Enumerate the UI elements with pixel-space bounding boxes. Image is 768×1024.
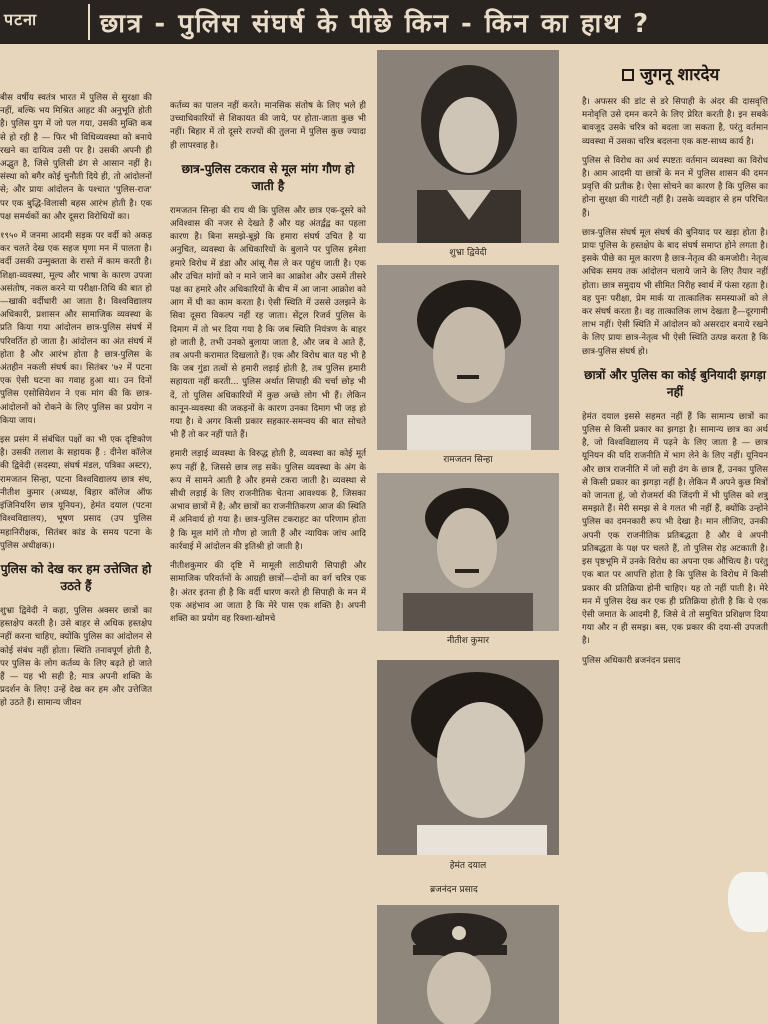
headline-banner — [0, 0, 768, 44]
portrait-photo-4 — [377, 660, 559, 855]
article-column-1 — [0, 92, 152, 1024]
author-name: जुगनू शारदेय — [640, 65, 720, 85]
photo-caption-1: शुभ्रा द्विवेदी — [449, 248, 487, 258]
paper-sticker — [728, 872, 768, 932]
portrait-photo-2 — [377, 265, 559, 450]
portrait-photo-1 — [377, 50, 559, 243]
paragraph: इस प्रसंग में संबंधित पक्षों का भी एक दृष्टिकोण है। उसकी तलाश के सहायक हैं : दीनेश कॉलेज की द्विवेदी (सदस्या, संघर्ष मंडल, पत्रिका अस्टर), रामजतन सिन्हा, पटना विश्वविद्यालय छात्र संघ, नीतीश कुमार (अध्यक्ष, बिहार कॉलेज ऑफ इंजिनियरिंग छात्र यूनियन), हेमंत दयाल (पटना विश्वविद्यालय), भूषण प्रसाद (उप पुलिस महानिरीक्षक, सितंबर कांड के समय पटना के पुलिस अधीक्षक)। — [0, 435, 152, 551]
paragraph: रामजतन सिन्हा की राय थी कि पुलिस और छात्र एक-दूसरे को अविश्वास की नजर से देखते हैं और यह अंतर्द्वंद्व का पहला कारण है। बिना समझे-बूझे कि हमारा संघर्ष उचित है या अनुचित, व्यवस्था के अधिकारियों के बुलाने पर पुलिस हमेशा हमारे विरोध में डंडा और आंसू गैस ले कर पहुंच जाती है। एक और उचित मांगों को न माने जाने का आक्रोश और उसमें तीसरे पक्ष का हमारे और अधिकारियों के बीच में आ जाना आक्रोश को आग में घी का काम करता है। ऐसी स्थिति में उससे उलझने के सिवा दूसरा विकल्प नहीं रह जाता। सेंट्रल रिजर्व पुलिस के दिमाग में तो भर दिया गया है कि जब स्थिति नियंत्रण के बाहर हो जाती है, तभी उनको बुलाया जाता है, और जब वे आते हैं, तब अपनी करामात दिखलाते हैं। एक और विरोध बात यह भी है कि जब गुंडा तत्वों से हमारी लड़ाई होती है, तब पुलिस हमारी सहायता नहीं करती... पुलिस अर्थात सिपाही की चर्चा छोड़ भी दें, तो पुलिस अधिकारियों में कुछ अच्छे लोग भी हैं। लेकिन कानून-व्यवस्था की जकड़नों के कारण उनका दिमाग भी जड़ हो गया है। वे अगर किसी प्रकार सहकार-समन्वय की बात सोचते भी हैं तो कर नहीं पाते हैं। — [170, 205, 366, 441]
section-label: पटना — [4, 10, 38, 29]
paragraph: शुभ्रा द्विवेदी ने कहा, पुलिस अक्सर छात्रों का हस्तक्षेप करती है। उसे बाहर से अधिक हस्तक्षेप नहीं करना चाहिए, क्योंकि पुलिस का आंदोलन से कोई संबंध नहीं होता। स्थिति तनावपूर्ण होती है, पर पुलिस के लोग कर्तव्य के लिए बढ़ते हो जाते हैं — यह भी सही है; मात्र अपनी शक्ति के प्रदर्शन के लिए! उन्हें देख कर हम और उत्तेजित हो उठते हैं। सामान्य जीवन — [0, 605, 152, 709]
paragraph: नीतीशकुमार की दृष्टि में मामूली लाठीधारी सिपाही और सामाजिक परिवर्तनों के आग्रही छात्रों—दोनों का वर्ग चरित्र एक है। अंतर इतना ही है कि वर्दी धारण करते ही सिपाही के मन में एक अहंभाव आ जाता है कि मेरे पास एक शक्ति है। अपनी शक्ति का प्रयोग वह रिक्शा-खोमचे — [170, 561, 366, 624]
paragraph: पुलिस अधिकारी ब्रजनंदन प्रसाद — [582, 655, 681, 666]
author-byline — [622, 62, 719, 85]
paragraph: कर्तव्य का पालन नहीं करते। मानसिक संतोष के लिए भले ही उच्चाधिकारियों से शिकायत की जाये, पर होता-जाता कुछ भी नहीं। बिहार में तो दूसरे राज्यों की तुलना में पुलिस कुछ ज्यादा ही लापरवाह है। — [170, 101, 366, 151]
photo-caption-4: हेमंत दयाल — [449, 861, 487, 871]
paragraph: हेमंत दयाल इससे सहमत नहीं हैं कि सामान्य छात्रों का पुलिस से किसी प्रकार का झगड़ा है। सामान्य छात्र का अर्थ है, जो विश्वविद्यालय में पढ़ने के लिए जाता है — छात्र यूनियन की यदि राजनीति में भाग लेने के लिए नहीं। यूनियन और छात्र राजनीति में जो सही ढंग के छात्र हैं, उनका पुलिस से किसी प्रकार का झगड़ा नहीं है। लेकिन मैं अपने कुछ मित्रों को जानता हूं, जो रोजमर्रा की जिंदगी में भी पुलिस को शत्रु समझते हैं। मेरी समझ से वे गलत भी नहीं हैं, क्योंकि उन्होंने पुलिस का दमनकारी रूप भी देखा है। मान लीजिए, उनकी अपनी एक राजनीतिक प्रतिबद्धता है और वे अपनी प्रतिबद्धता के पक्ष पर चलते हैं, तो पुलिस रोड़ अटकाती है। इस पृष्ठभूमि में उनके विरोध का अपना एक औचित्य है। परंतु एक बात पर आपत्ति होता है कि पुलिस के विरोध में किसी प्रकार की प्रतिक्रिया होनी चाहिए। यह तो नहीं पाती है। मेरे मन में पुलिस देख कर एक ही प्रतिक्रिया होती है कि ये एक ऐसी जमात के आदमी हैं, जिसे वे तो समुचित प्रशिक्षण दिया गया और न ही समझ। बस, एक प्रकार की दया-सी उपजती है। — [582, 411, 768, 647]
article-column-2 — [170, 100, 366, 1024]
portrait-photo-3 — [377, 473, 559, 631]
paragraph: १९५० में जनमा आदमी सड़क पर वर्दी को अकड़ कर चलते देख एक सहज घृणा मन में पालता है। वर्दी उसकी उन्मुक्तता के रास्ते में काम करती है। शिक्षा-व्यवस्था, मूल्य और भाषा के कारण उपजा असंतोष, नकल करने या परीक्षा-तिथि की बात हो—खाकी वर्दीधारी आ जाता है। विश्वविद्यालय अधिकारी, प्रशासन और सामाजिक व्यवस्था के प्रति किया गया आंदोलन छात्र-पुलिस संघर्ष में परिवर्तित हो जाता है। आंदोलन का अंत संघर्ष में होता है और आरंभ होता है छात्र-पुलिस के अंतहीन नकली संघर्ष का। सितंबर '७२ में पटना एक ऐसी घटना का गवाह हुआ था। उन दिनों पुलिस एसोसियेशन ने एक मांग की कि छात्र-आंदोलनों को रोकने के लिए पुलिस का प्रयोग न किया जाय। — [0, 231, 152, 426]
photo-caption-3: नीतीश कुमार — [446, 636, 490, 646]
paragraph: है। अफसर की डांट से डरे सिपाही के अंदर की दासवृत्ति मनोवृत्ति उसे दमन करने के लिए प्रेरित करती है। इन सबके बावजूद उसके चरित्र को बदला जा सकता है, परंतु वर्तमान व्यवस्था में उसका चरित्र बदलना एक कष्ट-साध्य कार्य है। — [582, 97, 768, 147]
paragraph: छात्र-पुलिस संघर्ष मूल संघर्ष की बुनियाद पर खड़ा होता है। प्रायः पुलिस के हस्तक्षेप के बाद संघर्ष समाप्त होने लगता है। इसके पीछे का मूल कारण है छात्र-नेतृत्व की कमजोरी। नेतृत्व अधिक समय तक आंदोलन चलाये जाने के लिए तैयार नहीं होता। छात्र समुदाय भी सीमित निरीह स्वार्थ में फंसा रहता है। वह पुनः परीक्षा, प्रेम मार्क या तात्कालिक समस्याओं को ले कर संघर्ष करता है। वह तात्कालिक लाभ देखता है—दूरगामी लाभ नहीं। ऐसी स्थिति में आंदोलन को असरदार बनाये रखने के लिए प्रायः छात्र-नेतृत्व भी ऐसी स्थिति उत्पन्न करता है कि छात्र-पुलिस संघर्ष हो। — [582, 227, 768, 357]
photo-caption-2: रामजतन सिन्हा — [443, 455, 493, 465]
paragraph: पुलिस से विरोध का अर्थ स्पष्टतः वर्तमान व्यवस्था का विरोध है। आम आदमी या छात्रों के मन में पुलिस शासन की दमन प्रवृत्ति की प्रतीक है। ऐसा सोचने का कारण है कि पुलिस का होना सुरक्षा की गारंटी नहीं है। उसके व्यवहार से हम परिचित हैं। — [582, 155, 768, 219]
paragraph: हमारी लड़ाई व्यवस्था के विरुद्ध होती है, व्यवस्था का कोई मूर्त रूप नहीं है, जिससे छात्र लड़ सकें। पुलिस व्यवस्था के अंग के रूप में सामने आती है और हमसे टकरा जाती है। व्यवस्था से सीधी लड़ाई के लिए राजनीतिक चेतना आवश्यक है, जिसका अभाव छात्रों में है; और छात्रों का राजनीतिकरण आज की स्थिति में अनिवार्य हो गया है। छात्र-पुलिस टकराहट का परिणाम होता है कि मूल मांगें तो गौण हो जाती हैं और न्यायिक जांच आदि कार्रवाई में आंदोलन की इतिश्री हो जाती है। — [170, 449, 366, 552]
portrait-photo-5 — [377, 905, 559, 1024]
subheading: छात्र-पुलिस टकराव से मूल मांग गौण हो जाती है — [181, 161, 355, 193]
banner-divider — [88, 4, 90, 40]
page-headline: छात्र - पुलिस संघर्ष के पीछे किन - किन का हाथ ? — [100, 9, 651, 39]
subheading: छात्रों और पुलिस का कोई बुनियादी झगड़ा नहीं — [584, 367, 766, 399]
subheading: पुलिस को देख कर हम उत्तेजित हो उठते हैं — [0, 561, 152, 593]
square-bullet-icon — [622, 69, 634, 81]
paragraph: बीस वर्षीय स्वतंत्र भारत में पुलिस से सुरक्षा की नहीं, बल्कि भय मिश्रित आहट की अनुभूति होती है। पुलिस युग में जो पल गया, उसकी मुक्ति कब से हो रही है — फिर भी विधिव्यवस्था को बनाये रखने का दायित्व उसी पर है। उसकी अपनी ही अद्भुत है, जिसे पुलिसी ढंग से आसान नहीं है। संस्था को बगैर कोई चुनौती दिये ही, तो आंदोलनों से; और प्रायः आंदोलन के पश्चात 'पुलिस-राज' पर एक बुद्धि-विलासी बहस आरंभ होती है। एक पक्ष समर्थकों का और दूसरा विरोधियों का। — [0, 93, 152, 222]
photo-caption-5: ब्रजनंदन प्रसाद — [430, 885, 478, 895]
